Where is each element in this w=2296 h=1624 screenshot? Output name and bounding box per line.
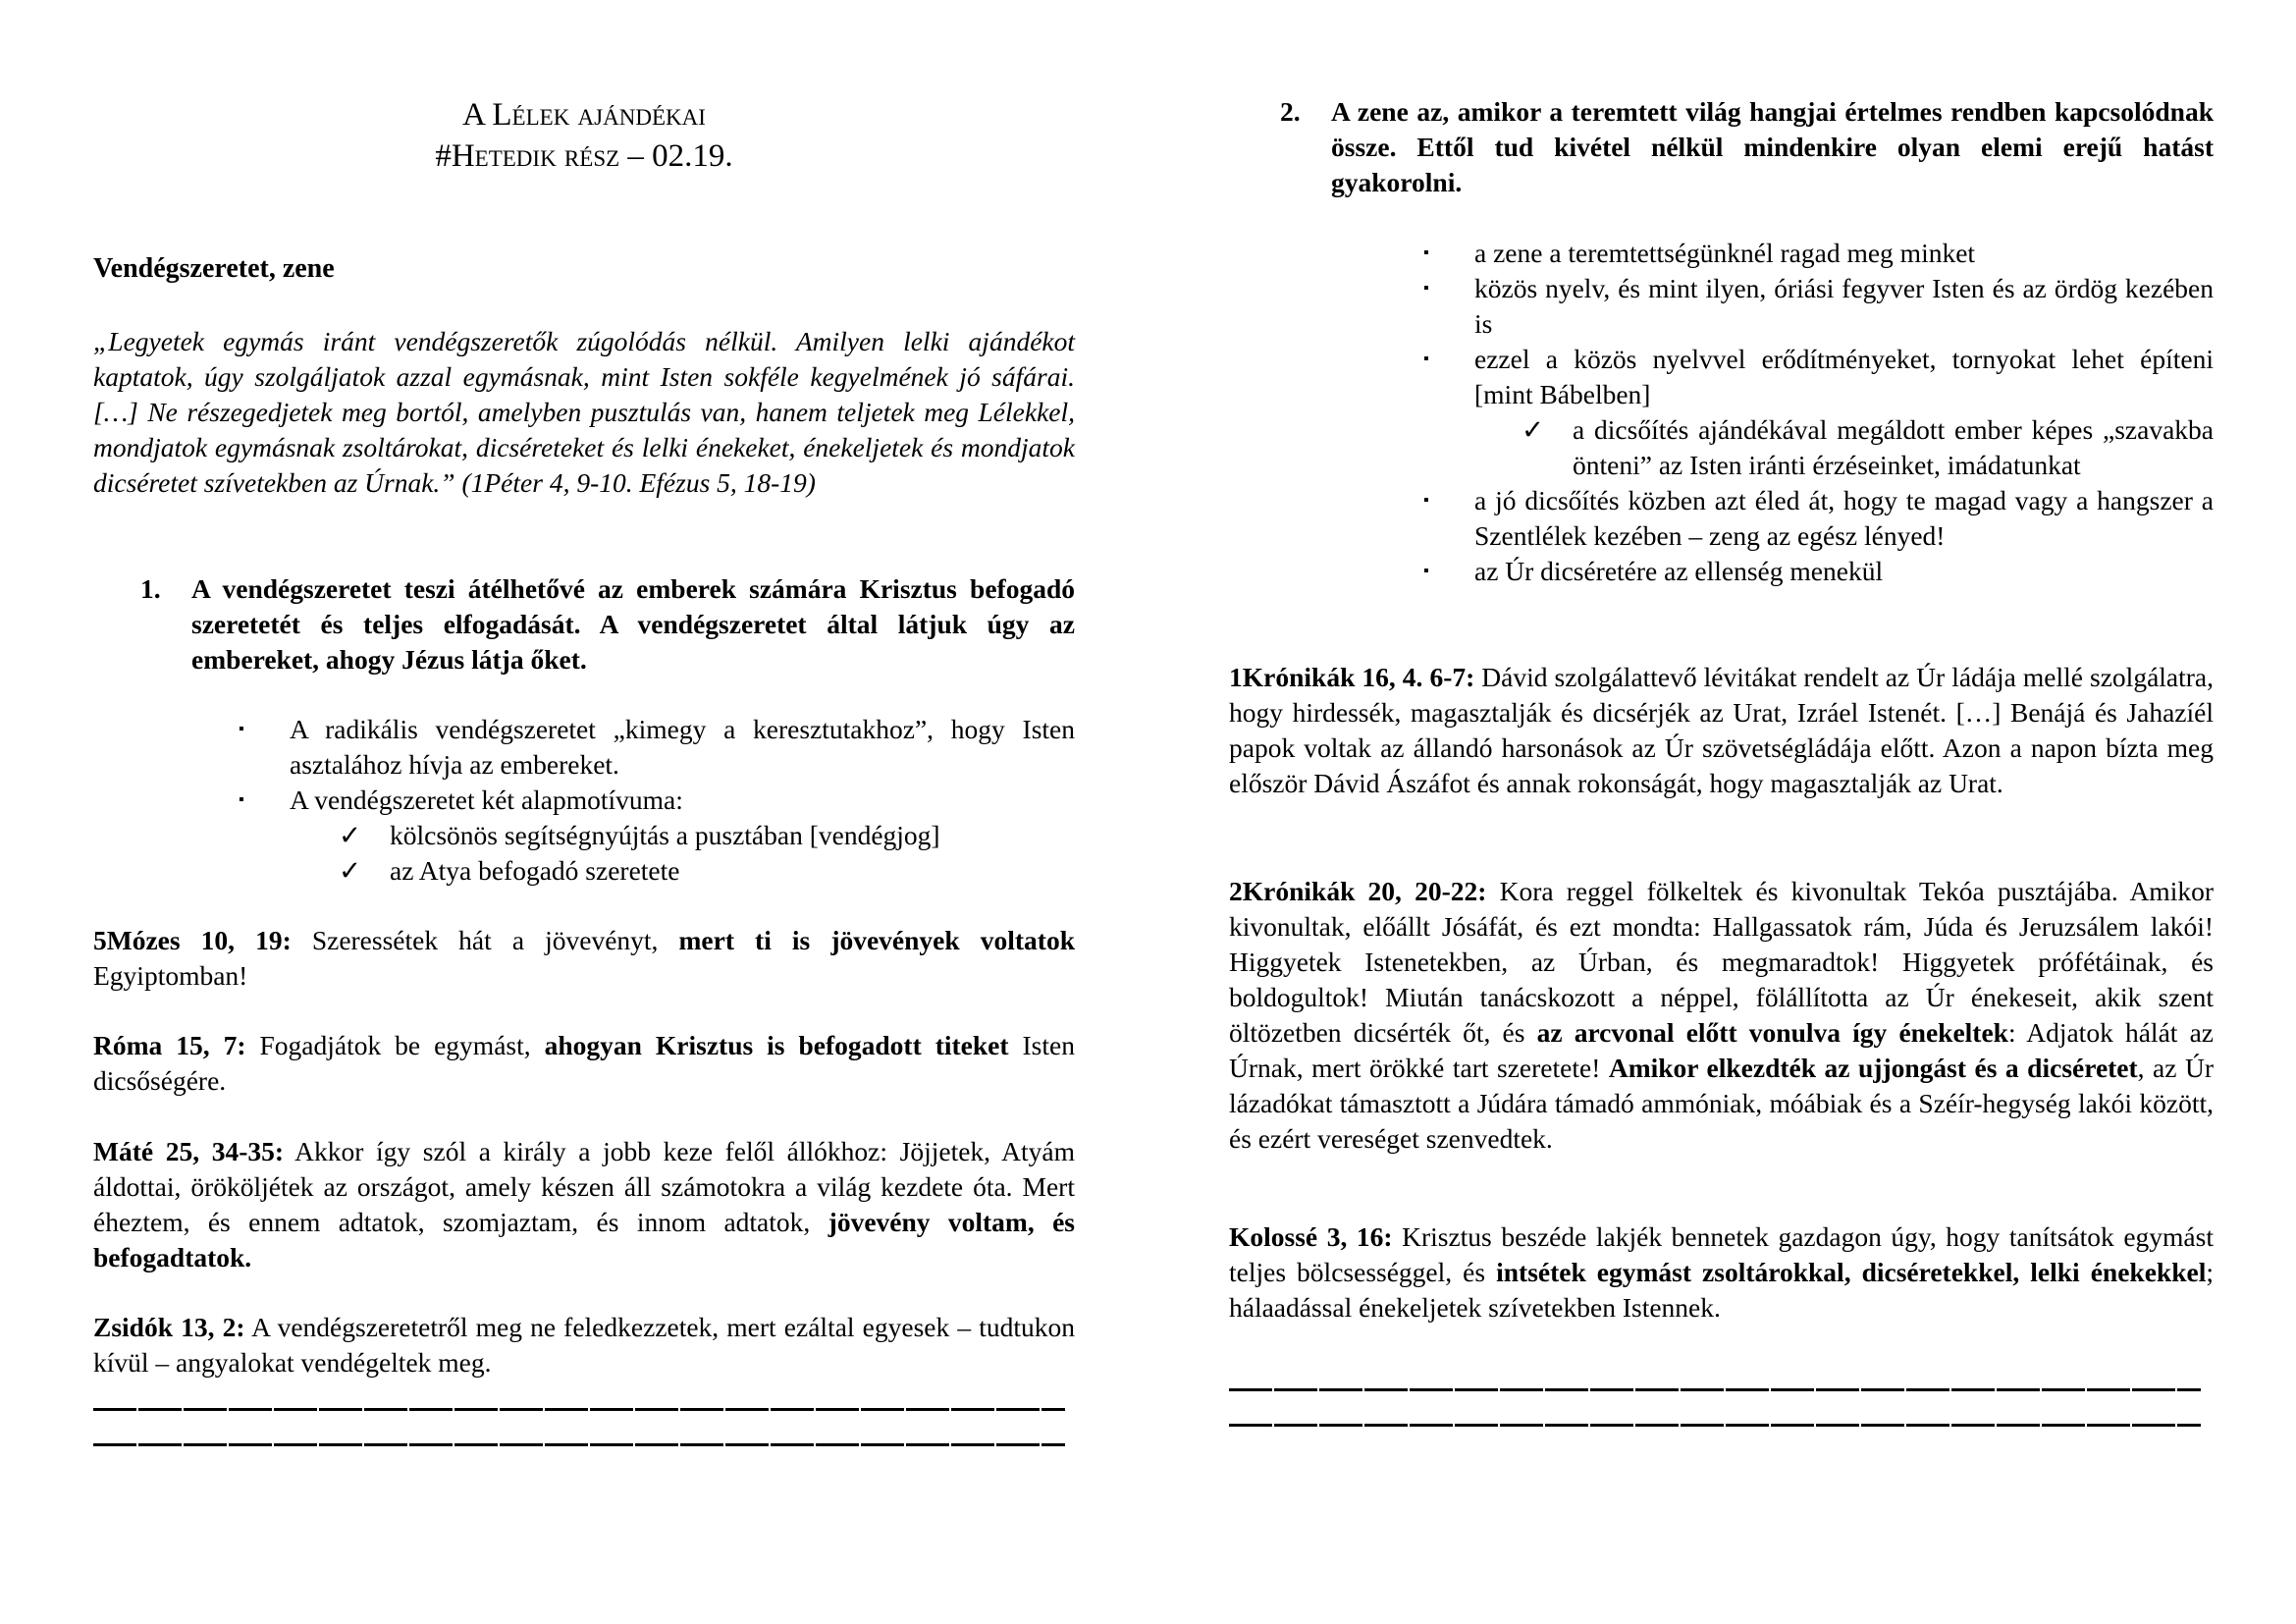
numbered-point-2 [1280, 94, 2214, 200]
list-item [339, 818, 1075, 853]
square-bullet-icon: ▪ [239, 721, 244, 737]
title-line-2: #Hetedik rész – 02.19. [435, 138, 733, 174]
verse-emphasis: Amikor elkezdték az ujjongást és a dicséretet [1608, 1053, 2138, 1083]
verse-reference: Róma 15, 7: [93, 1030, 246, 1060]
list-item-text: A vendégszeretet két alapmotívuma: [290, 785, 683, 815]
verse-emphasis: az arcvonal előtt vonulva így énekeltek [1536, 1017, 2008, 1048]
verse-text: Akkor így szól a király a jobb keze felől állókhoz: Jöjjetek, Atyám áldottai, örököljétek az országot, amely készen áll számotokra a világ kezdete óta. Mert éheztem, és ennem adtatok, szomjaztam, és innom adtatok, [93, 1136, 1075, 1237]
verse-block [93, 1310, 1075, 1380]
right-bullet-list [1423, 236, 2214, 589]
title-line-1: A Lélek ajándékai [462, 97, 706, 133]
square-bullet-icon: ▪ [1423, 492, 1429, 509]
verse-text: Szeressétek hát a jövevényt, [291, 925, 679, 955]
list-item [1423, 483, 2214, 554]
verse-block [1229, 1219, 2214, 1326]
list-item [1423, 236, 2214, 271]
fill-in-line [1229, 1388, 2201, 1391]
point-text: A zene az, amikor a teremtett világ hangjai értelmes rendben kapcsolódnak össze. Ettől tud kivétel nélkül mindenkire olyan elemi erejű hatást gyakorolni. [1331, 96, 2214, 197]
list-item [239, 783, 1075, 818]
verse-reference: 2Krónikák 20, 20-22: [1229, 876, 1487, 906]
verse-block [1229, 660, 2214, 801]
verse-block [93, 1028, 1075, 1099]
verse-text: Fogadjátok be egymást, [245, 1030, 545, 1060]
list-item-text: a dicsőítés ajándékával megáldott ember képes „szavakba önteni” az Isten iránti érzéseinket, imádatunkat [1573, 414, 2214, 480]
square-bullet-icon: ▪ [1423, 244, 1429, 261]
list-item [339, 853, 1075, 889]
verse-text: Dávid szolgálattevő lévitákat rendelt az Úr ládája mellé szolgálatra, hogy hirdessék, magasztalják és dicsérjék az Urat, Izráel Istenét. […] Benájá és Jahazíél papok voltak az állandó harsonások az Úr szövetségládája előtt. Azon a napon bízta meg először Dávid Ászáfot és annak rokonságát, hogy magasztalják az Urat. [1229, 662, 2214, 798]
square-bullet-icon: ▪ [1423, 563, 1429, 579]
verse-text: Isten dicsőségére. [93, 1030, 1075, 1096]
list-item-text: az Úr dicséretére az ellenség menekül [1474, 556, 1884, 586]
verse-block [93, 1134, 1075, 1275]
verse-emphasis: jövevény voltam, és befogadtatok. [93, 1207, 1075, 1272]
square-bullet-icon: ▪ [1423, 351, 1429, 367]
verse-text: : Adjatok hálát az Úrnak, mert örökké tart szeretete! [1229, 1017, 2214, 1083]
verse-reference: Zsidók 13, 2: [93, 1312, 245, 1342]
list-item [1423, 342, 2214, 412]
point-number: 2. [1280, 96, 1301, 127]
verse-text: Egyiptomban! [93, 960, 248, 991]
list-item-text: az Atya befogadó szeretete [390, 855, 680, 886]
section-heading: Vendégszeretet, zene [93, 253, 335, 284]
verse-block [1229, 874, 2214, 1157]
list-item [239, 712, 1075, 783]
square-bullet-icon: ▪ [239, 791, 244, 808]
verse-block [93, 923, 1075, 994]
square-bullet-icon: ▪ [1423, 280, 1429, 297]
point-text: A vendégszeretet teszi átélhetővé az emberek számára Krisztus befogadó szeretetét és teljes elfogadását. A vendégszeretet által látjuk úgy az embereket, ahogy Jézus látja őket. [191, 573, 1075, 675]
list-item-text: A radikális vendégszeretet „kimegy a keresztutakhoz”, hogy Isten asztalához hívja az embereket. [290, 714, 1075, 780]
verse-reference: Kolossé 3, 16: [1229, 1221, 1393, 1252]
verse-text: Kora reggel fölkeltek és kivonultak Tekóa pusztájába. Amikor kivonultak, előállt Jósáfát, és ezt mondta: Hallgassatok rám, Júda és Jeruzsálem lakói! Higgyetek Istenetekben, az Úrban, és megmaradtok! Higgyetek prófétáinak, és boldogultok! Miután tanácskozott a néppel, fölállította az Úr énekeseit, akik szent öltözetben dicsérték őt, és [1229, 876, 2214, 1048]
fill-in-line [1229, 1424, 2201, 1427]
fill-in-line [93, 1443, 1065, 1446]
verse-text: A vendégszeretetről meg ne feledkezzetek, mert ezáltal egyesek – tudtukon kívül – angyalokat vendégeltek meg. [93, 1312, 1075, 1378]
checkmark-icon: ✓ [339, 855, 362, 886]
verse-emphasis: intsétek egymást zsoltárokkal, dicséretekkel, lelki énekekkel [1496, 1257, 2207, 1287]
verse-text: Krisztus beszéde lakjék bennetek gazdagon úgy, hogy tanítsátok egymást teljes bölcsességgel, és [1229, 1221, 2214, 1287]
list-item-text: a jó dicsőítés közben azt éled át, hogy te magad vagy a hangszer a Szentlélek kezében – zeng az egész lényed! [1474, 485, 2214, 551]
document-title [93, 94, 1075, 177]
verse-reference: 5Mózes 10, 19: [93, 925, 292, 955]
verse-reference: Máté 25, 34-35: [93, 1136, 285, 1166]
left-check-list [339, 818, 1075, 889]
checkmark-icon: ✓ [339, 820, 362, 850]
list-item-text: ezzel a közös nyelvvel erődítményeket, tornyokat lehet építeni [mint Bábelben] [1474, 344, 2214, 409]
list-item-text: a zene a teremtettségünknél ragad meg minket [1474, 238, 1976, 268]
verse-reference: 1Krónikák 16, 4. 6-7: [1229, 662, 1475, 692]
left-bullet-list [239, 712, 1075, 818]
list-item [1423, 412, 2214, 483]
verse-emphasis: ahogyan Krisztus is befogadott titeket [544, 1030, 1009, 1060]
list-item [1423, 271, 2214, 342]
numbered-point-1 [140, 571, 1075, 677]
intro-quote: „Legyetek egymás iránt vendégszeretők zúgolódás nélkül. Amilyen lelki ajándékot kaptatok, úgy szolgáljatok azzal egymásnak, mint Isten sokféle kegyelmének jó sáfárai. […] Ne részegedjetek meg bortól, amelyben pusztulás van, hanem teljetek meg Lélekkel, mondjatok egymásnak zsoltárokat, dicséreteket és lelki énekeket, énekeljetek és mondjatok dicséretet szívetekben az Úrnak.” (1Péter 4, 9-10. Efézus 5, 18-19) [93, 326, 1075, 498]
verse-emphasis: mert ti is jövevények voltatok [678, 925, 1076, 955]
list-item-text: közös nyelv, és mint ilyen, óriási fegyver Isten és az ördög kezében is [1474, 273, 2214, 339]
fill-in-line [93, 1408, 1065, 1411]
checkmark-icon: ✓ [1522, 414, 1545, 445]
list-item-text: kölcsönös segítségnyújtás a pusztában [vendégjog] [390, 820, 940, 850]
point-number: 1. [140, 573, 161, 604]
list-item [1423, 554, 2214, 589]
verse-text: , az Úr lázadókat támasztott a Júdára támadó ammóniak, móábiak és a Széír-hegység lakói között, és ezért vereséget szenvedtek. [1229, 1053, 2214, 1154]
verse-text: ; hálaadással énekeljetek szívetekben Istennek. [1229, 1257, 2214, 1323]
